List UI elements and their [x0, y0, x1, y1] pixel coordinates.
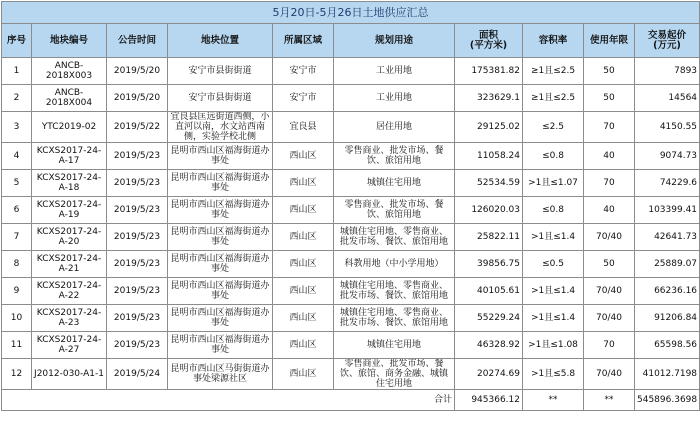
cell-far: >1且≤5.8 [523, 359, 584, 390]
cell-location: 宜良县匡远街道西侧，小直河以南，水文站西南侧，实验学校北侧 [168, 112, 273, 143]
cell-district: 西山区 [273, 251, 334, 278]
cell-district: 西山区 [273, 170, 334, 197]
cell-seq: 7 [2, 224, 32, 251]
cell-seq: 9 [2, 278, 32, 305]
cell-district: 西山区 [273, 143, 334, 170]
cell-area: 46328.92 [455, 332, 523, 359]
totals-row [2, 390, 700, 411]
cell-parcel-id: KCXS2017-24-A-20 [32, 224, 107, 251]
cell-area: 20274.69 [455, 359, 523, 390]
cell-term: 70 [584, 332, 635, 359]
cell-location: 昆明市西山区福海街道办事处 [168, 251, 273, 278]
cell-area: 323629.1 [455, 85, 523, 112]
cell-location: 昆明市西山区福海街道办事处 [168, 143, 273, 170]
cell-area: 29125.02 [455, 112, 523, 143]
cell-term: 50 [584, 58, 635, 85]
cell-location: 昆明市西山区马街街道办事处梁源社区 [168, 359, 273, 390]
cell-notice-date: 2019/5/23 [107, 251, 168, 278]
cell-notice-date: 2019/5/23 [107, 224, 168, 251]
header-far: 容积率 [523, 24, 584, 58]
cell-term: 70/40 [584, 359, 635, 390]
cell-area: 39856.75 [455, 251, 523, 278]
cell-seq: 10 [2, 305, 32, 332]
cell-term: 70/40 [584, 224, 635, 251]
cell-planned-use: 零售商业、批发市场、餐饮、旅馆、商务金融、城镇住宅用地 [334, 359, 455, 390]
table-row [2, 251, 700, 278]
cell-price: 4150.55 [635, 112, 700, 143]
cell-notice-date: 2019/5/20 [107, 85, 168, 112]
cell-planned-use: 城镇住宅用地 [334, 332, 455, 359]
cell-term: 70/40 [584, 278, 635, 305]
cell-far: >1且≤1.07 [523, 170, 584, 197]
table-row [2, 278, 700, 305]
cell-planned-use: 工业用地 [334, 85, 455, 112]
table-row [2, 143, 700, 170]
cell-district: 西山区 [273, 359, 334, 390]
cell-parcel-id: KCXS2017-24-A-23 [32, 305, 107, 332]
table-row [2, 332, 700, 359]
totals-price: 545896.3698 [635, 390, 700, 411]
cell-notice-date: 2019/5/23 [107, 332, 168, 359]
cell-notice-date: 2019/5/23 [107, 197, 168, 224]
cell-parcel-id: ANCB-2018X003 [32, 58, 107, 85]
cell-far: ≥1且≤2.5 [523, 85, 584, 112]
cell-seq: 11 [2, 332, 32, 359]
cell-far: >1且≤1.4 [523, 305, 584, 332]
header-district: 所属区域 [273, 24, 334, 58]
totals-term: ** [584, 390, 635, 411]
totals-far: ** [523, 390, 584, 411]
header-price-line1: 交易起价 [648, 29, 687, 41]
header-notice-date: 公告时间 [107, 24, 168, 58]
cell-far: ≤0.5 [523, 251, 584, 278]
header-term: 使用年限 [584, 24, 635, 58]
cell-parcel-id: KCXS2017-24-A-22 [32, 278, 107, 305]
cell-planned-use: 居住用地 [334, 112, 455, 143]
cell-price: 65598.56 [635, 332, 700, 359]
cell-district: 宜良县 [273, 112, 334, 143]
cell-seq: 8 [2, 251, 32, 278]
cell-term: 50 [584, 251, 635, 278]
cell-planned-use: 城镇住宅用地 [334, 170, 455, 197]
cell-price: 41012.7198 [635, 359, 700, 390]
totals-label: 合计 [2, 390, 455, 411]
cell-location: 昆明市西山区福海街道办事处 [168, 170, 273, 197]
cell-area: 126020.03 [455, 197, 523, 224]
cell-parcel-id: YTC2019-02 [32, 112, 107, 143]
cell-parcel-id: KCXS2017-24-A-19 [32, 197, 107, 224]
cell-district: 西山区 [273, 278, 334, 305]
land-supply-table [1, 1, 700, 411]
cell-notice-date: 2019/5/23 [107, 278, 168, 305]
cell-area: 175381.82 [455, 58, 523, 85]
cell-planned-use: 城镇住宅用地、零售商业、批发市场、餐饮、旅馆用地 [334, 224, 455, 251]
cell-parcel-id: J2012-030-A1-1 [32, 359, 107, 390]
header-price-line2: (万元) [653, 39, 681, 51]
cell-area: 52534.59 [455, 170, 523, 197]
cell-planned-use: 城镇住宅用地、零售商业、批发市场、餐饮、旅馆用地 [334, 305, 455, 332]
cell-district: 安宁市 [273, 85, 334, 112]
table-row [2, 197, 700, 224]
cell-seq: 12 [2, 359, 32, 390]
cell-parcel-id: ANCB-2018X004 [32, 85, 107, 112]
cell-price: 74229.6 [635, 170, 700, 197]
header-parcel-id: 地块编号 [32, 24, 107, 58]
cell-location: 安宁市县街街道 [168, 85, 273, 112]
cell-district: 安宁市 [273, 58, 334, 85]
cell-planned-use: 零售商业、批发市场、餐饮、旅馆用地 [334, 143, 455, 170]
cell-price: 9074.73 [635, 143, 700, 170]
table-row [2, 359, 700, 390]
cell-seq: 1 [2, 58, 32, 85]
cell-location: 安宁市县街街道 [168, 58, 273, 85]
header-price [635, 24, 700, 58]
cell-parcel-id: KCXS2017-24-A-21 [32, 251, 107, 278]
header-area [455, 24, 523, 58]
header-area-line2: (平方米) [469, 39, 508, 51]
cell-district: 西山区 [273, 305, 334, 332]
cell-term: 50 [584, 85, 635, 112]
cell-seq: 4 [2, 143, 32, 170]
header-planned-use: 规划用途 [334, 24, 455, 58]
header-seq: 序号 [2, 24, 32, 58]
cell-notice-date: 2019/5/20 [107, 58, 168, 85]
cell-seq: 6 [2, 197, 32, 224]
cell-parcel-id: KCXS2017-24-A-18 [32, 170, 107, 197]
cell-term: 70 [584, 170, 635, 197]
cell-price: 91206.84 [635, 305, 700, 332]
cell-district: 西山区 [273, 332, 334, 359]
cell-parcel-id: KCXS2017-24-A-17 [32, 143, 107, 170]
cell-area: 55229.24 [455, 305, 523, 332]
table-row [2, 224, 700, 251]
cell-notice-date: 2019/5/23 [107, 170, 168, 197]
cell-location: 昆明市西山区福海街道办事处 [168, 224, 273, 251]
cell-term: 70 [584, 112, 635, 143]
table-row [2, 85, 700, 112]
cell-seq: 3 [2, 112, 32, 143]
cell-area: 40105.61 [455, 278, 523, 305]
cell-price: 103399.41 [635, 197, 700, 224]
cell-price: 42641.73 [635, 224, 700, 251]
cell-price: 14564 [635, 85, 700, 112]
cell-area: 25822.11 [455, 224, 523, 251]
cell-district: 西山区 [273, 197, 334, 224]
cell-area: 11058.24 [455, 143, 523, 170]
cell-planned-use: 科教用地（中小学用地） [334, 251, 455, 278]
cell-far: ≤2.5 [523, 112, 584, 143]
table-row [2, 170, 700, 197]
cell-planned-use: 工业用地 [334, 58, 455, 85]
cell-far: >1且≤1.4 [523, 224, 584, 251]
cell-far: >1且≤1.4 [523, 278, 584, 305]
cell-notice-date: 2019/5/22 [107, 112, 168, 143]
table-row [2, 58, 700, 85]
table-row [2, 305, 700, 332]
cell-far: ≥1且≤2.5 [523, 58, 584, 85]
cell-location: 昆明市西山区福海街道办事处 [168, 278, 273, 305]
cell-far: >1且≤1.08 [523, 332, 584, 359]
cell-district: 西山区 [273, 224, 334, 251]
cell-notice-date: 2019/5/23 [107, 305, 168, 332]
cell-notice-date: 2019/5/24 [107, 359, 168, 390]
cell-far: ≤0.8 [523, 143, 584, 170]
totals-area: 945366.12 [455, 390, 523, 411]
cell-seq: 5 [2, 170, 32, 197]
cell-location: 昆明市西山区福海街道办事处 [168, 332, 273, 359]
cell-planned-use: 零售商业、批发市场、餐饮、旅馆用地 [334, 197, 455, 224]
cell-price: 7893 [635, 58, 700, 85]
cell-term: 40 [584, 143, 635, 170]
cell-planned-use: 城镇住宅用地、零售商业、批发市场、餐饮、旅馆用地 [334, 278, 455, 305]
cell-price: 25889.07 [635, 251, 700, 278]
cell-far: ≤0.8 [523, 197, 584, 224]
cell-parcel-id: KCXS2017-24-A-27 [32, 332, 107, 359]
cell-price: 66236.16 [635, 278, 700, 305]
header-location: 地块位置 [168, 24, 273, 58]
table-body [2, 58, 700, 390]
header-area-line1: 面积 [478, 29, 498, 41]
cell-term: 40 [584, 197, 635, 224]
cell-term: 70/40 [584, 305, 635, 332]
cell-seq: 2 [2, 85, 32, 112]
table-title: 5月20日-5月26日土地供应汇总 [2, 2, 700, 24]
cell-notice-date: 2019/5/23 [107, 143, 168, 170]
cell-location: 昆明市西山区福海街道办事处 [168, 197, 273, 224]
cell-location: 昆明市西山区福海街道办事处 [168, 305, 273, 332]
table-row [2, 112, 700, 143]
